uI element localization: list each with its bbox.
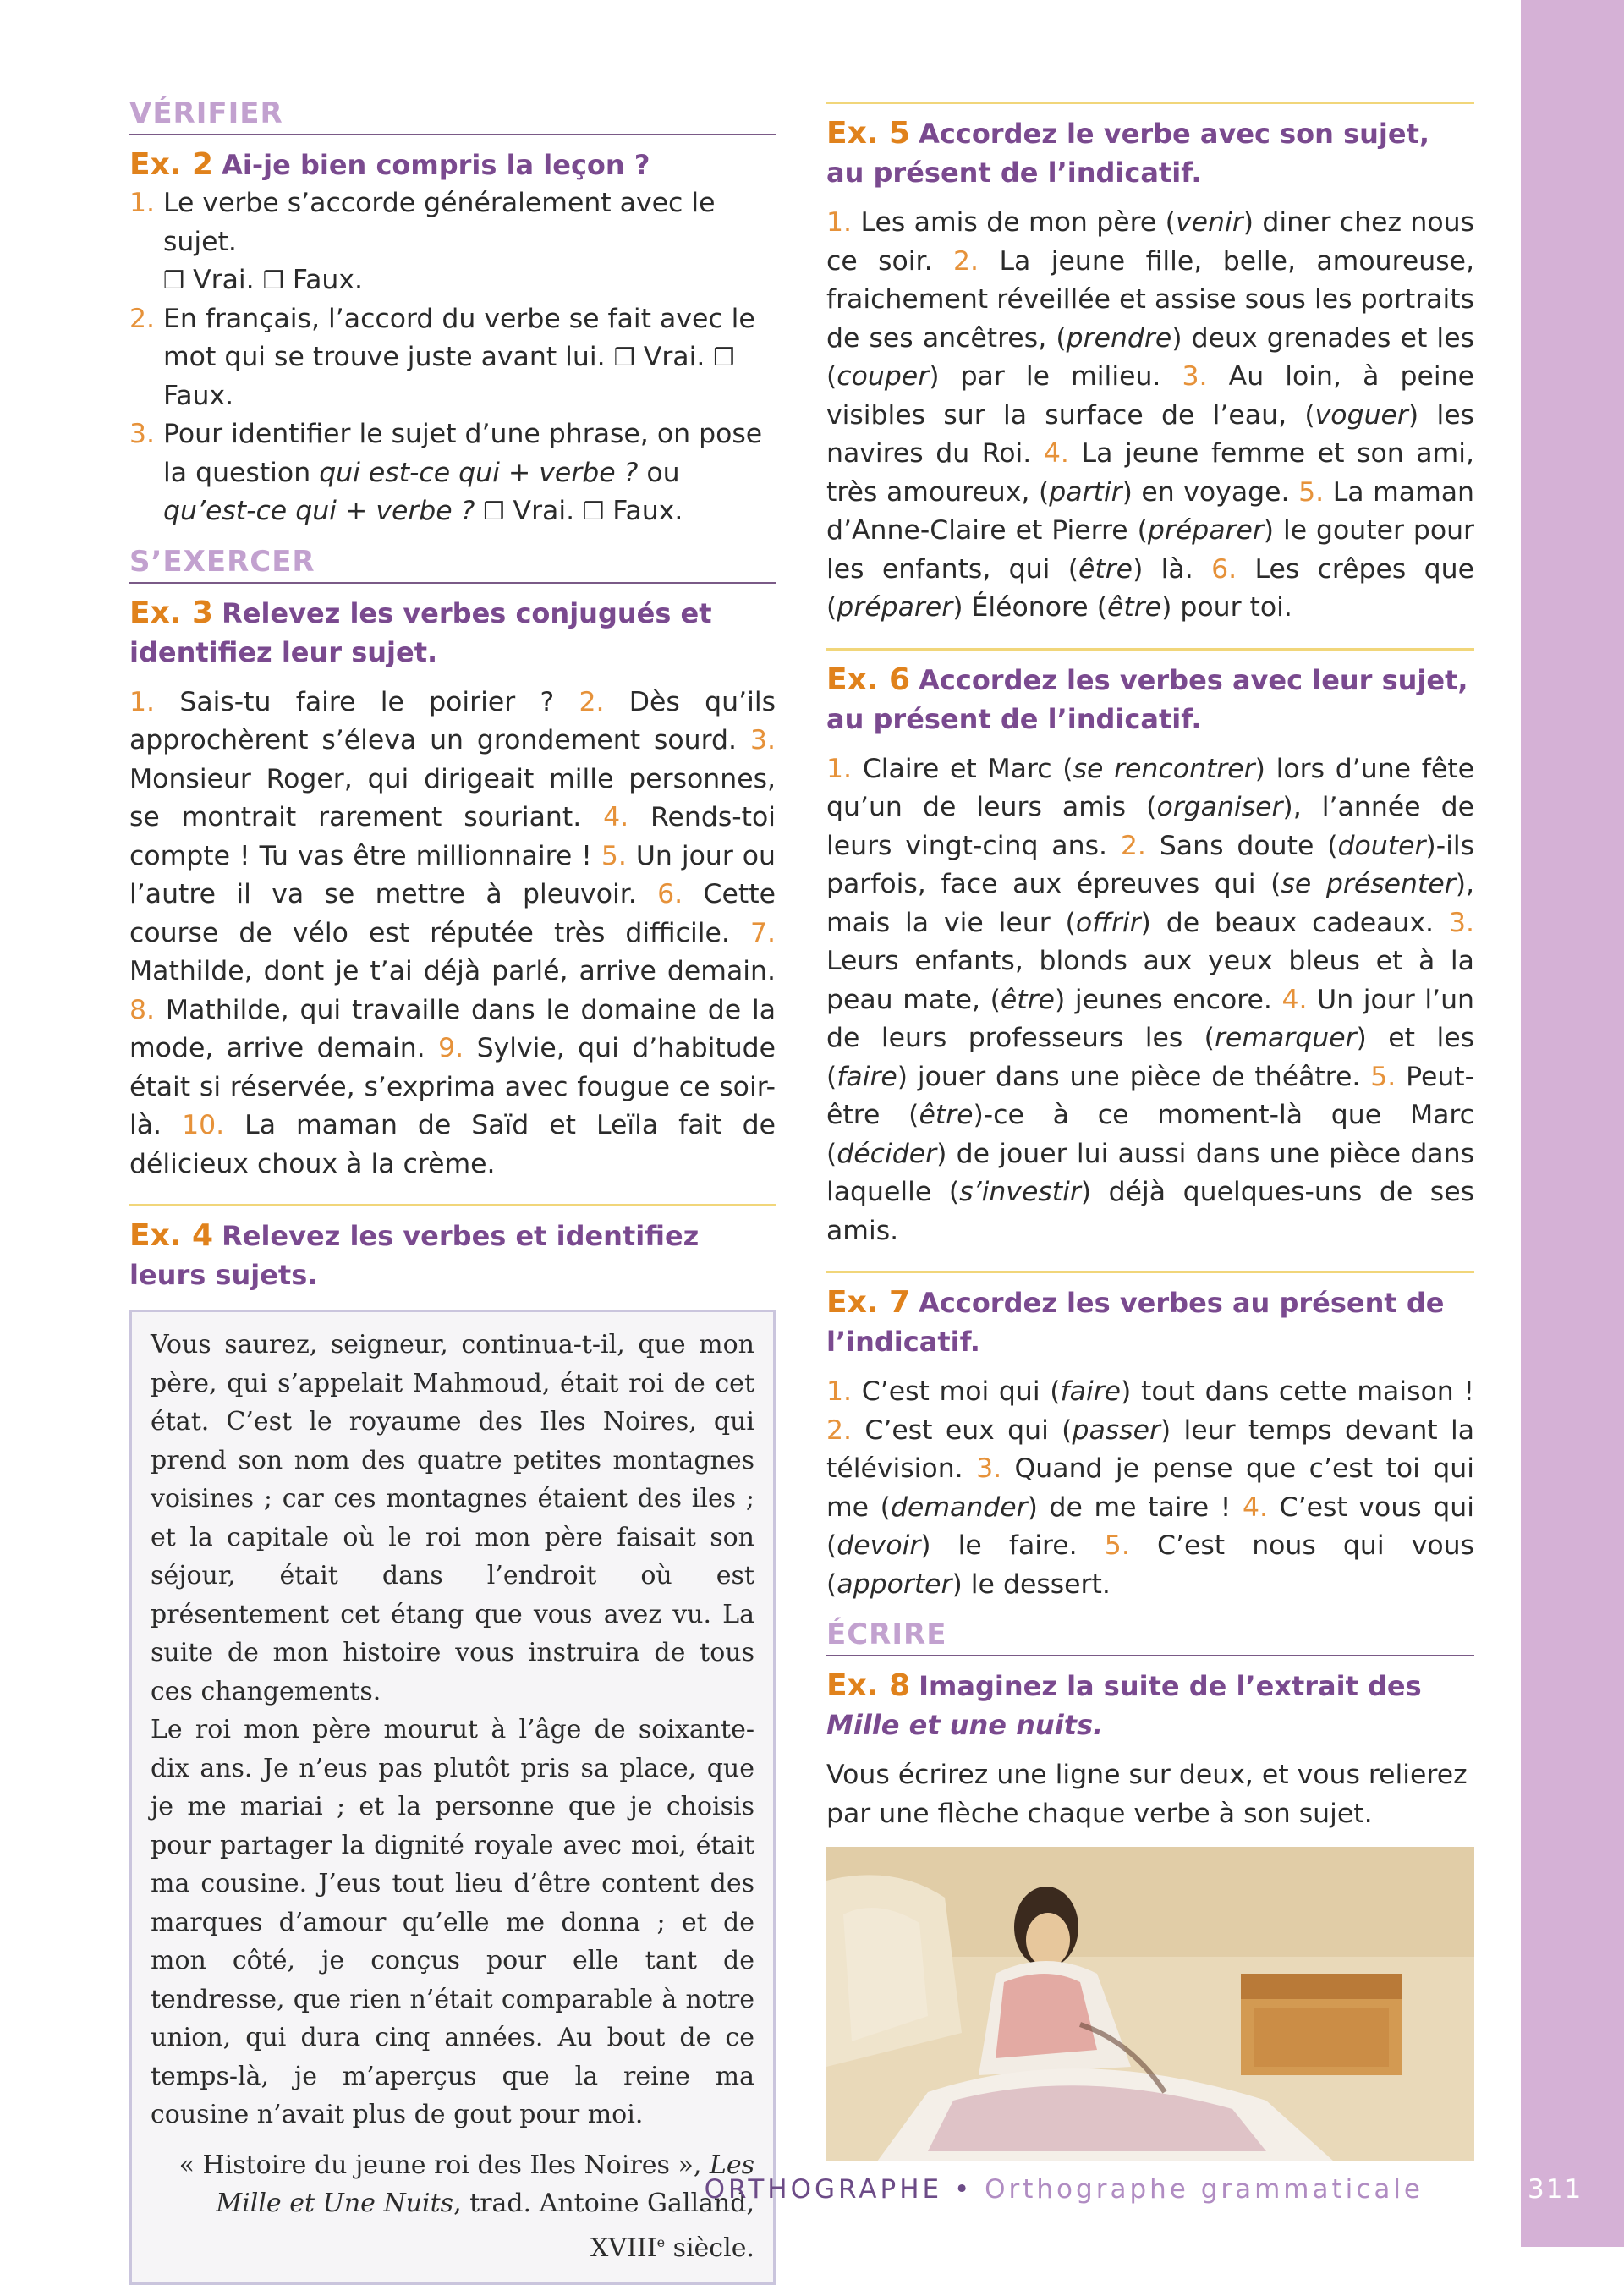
checkbox-icon: ❒: [483, 497, 505, 525]
exercise-3-text: 1. Sais-tu faire le poirier ? 2. Dès qu’ils approchèrent s’éleva un grondement sourd. 3. Monsieur Roger, qui dirigeait mille personnes, se montrait rarement souriant. 4. Rends-toi compte ! Tu vas être millionnaire ! 5. Un jour ou l’autre il va se mettre à pleuvoir. 6. Cette course de vélo est réputée très difficile. 7. Mathilde, dont je t’ai déjà parlé, arrive demain. 8. Mathilde, qui travaille dans le domaine de la mode, arrive demain. 9. Sylvie, qui d’habitude était si réservée, s’exprima avec fougue ce soir-là. 10. La maman de Saïd et Leïla fait de délicieux choux à la crème.: [129, 686, 776, 1179]
literary-excerpt: [129, 1310, 776, 2285]
left-column: [129, 95, 776, 2285]
exercise-2-list: [129, 184, 776, 531]
checkbox-icon: ❒: [262, 266, 284, 294]
right-column: [826, 102, 1474, 2165]
exercise-7-title: Ex. 7 Accordez les verbes au présent de l’indicatif.: [826, 1285, 1445, 1358]
exercise-number: Ex. 7: [826, 1285, 911, 1320]
divider: [826, 102, 1474, 104]
divider: [826, 648, 1474, 651]
list-item: 1. Le verbe s’accorde généralement avec le sujet. ❒ Vrai. ❒ Faux.: [129, 188, 716, 295]
exercise-2-title: Ex. 2 Ai-je bien compris la leçon ?: [129, 147, 650, 182]
page-number: 311: [1528, 2174, 1583, 2205]
exercise-number: Ex. 2: [129, 147, 214, 182]
excerpt-source: « Histoire du jeune roi des Iles Noires », Les Mille et Une Nuits, trad. Antoine Galland, XVIIIe siècle.: [178, 2150, 754, 2263]
exercise-8-instructions: Vous écrirez une ligne sur deux, et vous relierez par une flèche chaque verbe à son sujet.: [826, 1760, 1468, 1829]
running-footer: ORTHOGRAPHE • Orthographe grammaticale: [704, 2174, 1424, 2205]
exercise-5-text: 1. Les amis de mon père (venir) diner chez nous ce soir. 2. La jeune fille, belle, amoureuse, fraichement réveillée et assise sous les portraits de ses ancêtres, (prendre) deux grenades et les (couper) par le milieu. 3. Au loin, à peine visibles sur la surface de l’eau, (voguer) les navires du Roi. 4. La jeune femme et son ami, très amoureux, (partir) en voyage. 5. La maman d’Anne-Claire et Pierre (préparer) le gouter pour les enfants, qui (être) là. 6. Les crêpes que (préparer) Éléonore (être) pour toi.: [826, 207, 1475, 623]
exercise-8-title: Ex. 8 Imaginez la suite de l’extrait des Mille et une nuits.: [826, 1668, 1422, 1741]
checkbox-icon: ❒: [163, 266, 185, 294]
exercise-7-text: 1. C’est moi qui (faire) tout dans cette maison ! 2. C’est eux qui (passer) leur temps devant la télévision. 3. Quand je pense que c’est toi qui me (demander) de me taire ! 4. C’est vous qui (devoir) le faire. 5. C’est nous qui vous (apporter) le dessert.: [826, 1376, 1475, 1600]
exercise-number: Ex. 3: [129, 595, 214, 630]
side-color-band: [1521, 0, 1624, 2247]
excerpt-paragraph: Vous saurez, seigneur, continua-t-il, que mon père, qui s’appelait Mahmoud, était roi de cet état. C’est le royaume des Iles Noires, qui prend son nom des quatre petites montagnes voisines ; car ces montagnes étaient des iles ; et la capitale où le roi mon père faisait son séjour, était dans l’endroit où est présentement cet étang que vous avez vu. La suite de mon histoire vous instruira de tous ces changements.: [151, 1330, 754, 1706]
exercise-number: Ex. 6: [826, 662, 911, 697]
exercise-number: Ex. 5: [826, 116, 911, 151]
section-heading-verifier: VÉRIFIER: [129, 95, 776, 135]
exercise-6-text: 1. Claire et Marc (se rencontrer) lors d’une fête qu’un de leurs amis (organiser), l’année de leurs vingt-cinq ans. 2. Sans doute (douter)-ils parfois, face aux épreuves qui (se présenter), mais la vie leur (offrir) de beaux cadeaux. 3. Leurs enfants, blonds aux yeux bleus et à la peau mate, (être) jeunes encore. 4. Un jour l’un de leurs professeurs les (remarquer) et les (faire) jouer dans une pièce de théâtre. 5. Peut-être (être)-ce à ce moment-là que Marc (décider) de jouer lui aussi dans une pièce dans laquelle (s’investir) déjà quelques-uns de ses amis.: [826, 753, 1475, 1246]
section-heading-exercer: S’EXERCER: [129, 543, 776, 584]
checkbox-icon: ❒: [613, 343, 635, 371]
list-item: 2. En français, l’accord du verbe se fait avec le mot qui se trouve juste avant lui. ❒ Vrai. ❒ Faux.: [129, 303, 755, 411]
checkbox-icon: ❒: [713, 343, 735, 371]
exercise-5-title: Ex. 5 Accordez le verbe avec son sujet, au présent de l’indicatif.: [826, 116, 1430, 189]
exercise-4-title: Ex. 4 Relevez les verbes et identifiez leurs sujets.: [129, 1218, 700, 1291]
exercise-6-title: Ex. 6 Accordez les verbes avec leur sujet, au présent de l’indicatif.: [826, 662, 1468, 735]
list-item: 3. Pour identifier le sujet d’une phrase, on pose la question qui est-ce qui + verbe ? ou qu’est-ce qui + verbe ? ❒ Vrai. ❒ Faux.: [129, 419, 763, 526]
checkbox-icon: ❒: [583, 497, 605, 525]
excerpt-paragraph: Le roi mon père mourut à l’âge de soixante-dix ans. Je n’eus pas plutôt pris sa place, que je me mariai ; et la personne que je choisis pour partager la dignité royale avec moi, était ma cousine. J’eus tout lieu d’être content des marques d’amour qu’elle me donna ; et de mon côté, je conçus pour elle tant de tendresse, que rien n’était comparable à notre union, qui dura cinq années. Au bout de ce temps-là, je m’aperçus que la reine ma cousine n’avait plus de gout pour moi.: [151, 1715, 754, 2129]
exercise-3-title: Ex. 3 Relevez les verbes conjugués et identifiez leur sujet.: [129, 595, 712, 668]
divider: [826, 1271, 1474, 1273]
section-heading-ecrire: ÉCRIRE: [826, 1616, 1474, 1656]
divider: [129, 1204, 776, 1206]
illustration-painting: [826, 1847, 1474, 2161]
exercise-number: Ex. 8: [826, 1668, 911, 1703]
exercise-number: Ex. 4: [129, 1218, 214, 1253]
page-footer: [0, 2171, 1583, 2208]
